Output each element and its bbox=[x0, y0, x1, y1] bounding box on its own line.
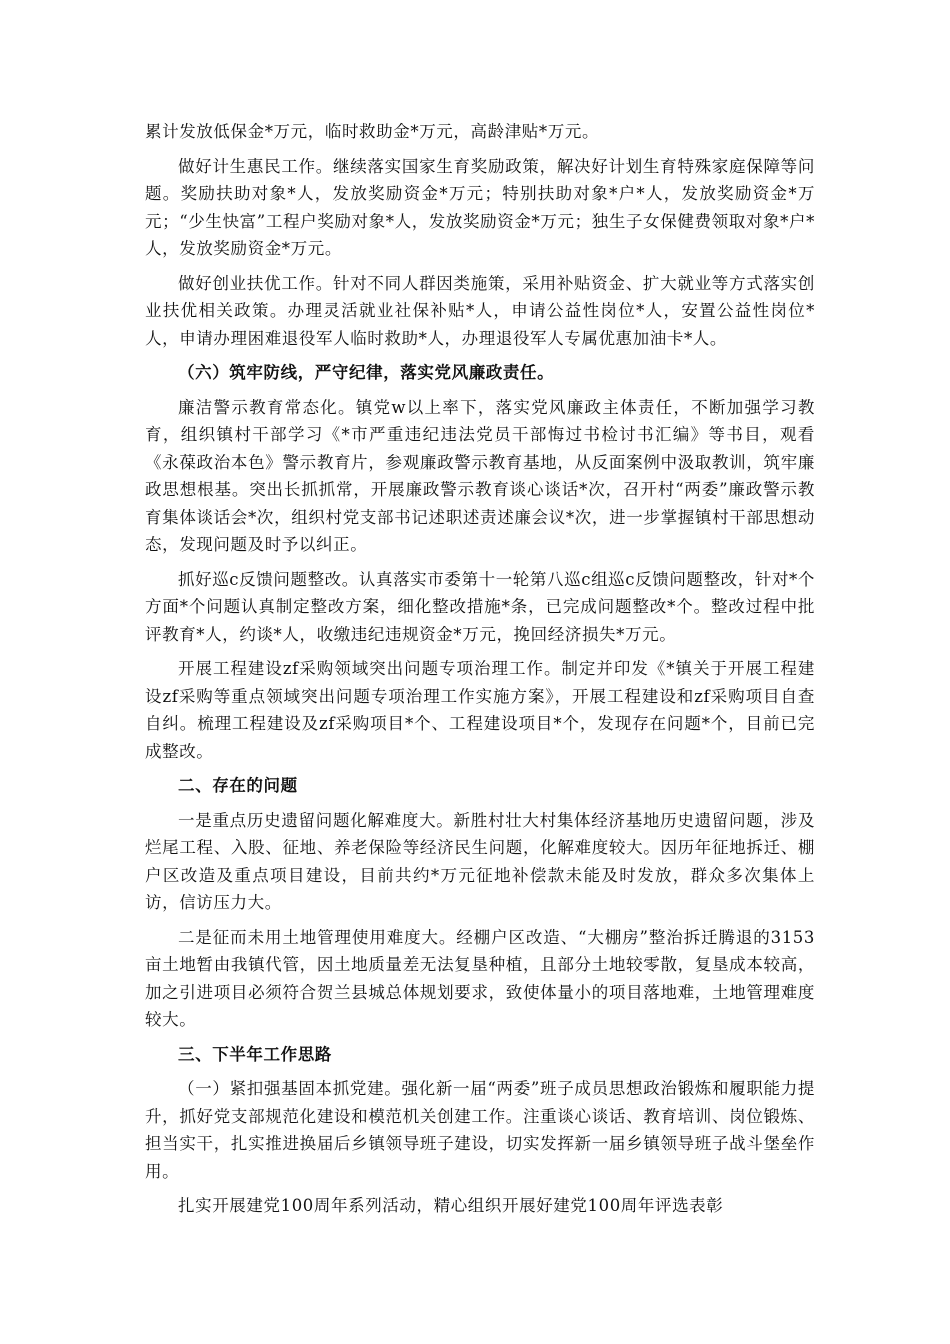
paragraph-problem-two: 二是征而未用土地管理使用难度大。经棚户区改造、“大棚房”整治拆迁腾退的3153亩土地暂由我镇代管，因土地质量差无法复垦种植，且部分土地较零散，复垦成本较高，加之引进项目必须符合贺兰县城总体规划要求，致使体量小的项目落地难，土地管理难度较大。 bbox=[145, 927, 815, 1029]
paragraph-party-building: （一）紧扣强基固本抓党建。强化新一届“两委”班子成员思想政治锻炼和履职能力提升，抓好党支部规范化建设和模范机关创建工作。注重谈心谈话、教育培训、岗位锻炼、担当实干，扎实推进换届后乡镇领导班子建设，切实发挥新一届乡镇领导班子战斗堡垒作用。 bbox=[145, 1079, 815, 1181]
paragraph-procurement-governance: 开展工程建设zf采购领域突出问题专项治理工作。制定并印发《*镇关于开展工程建设zf采购等重点领域突出问题专项治理工作实施方案》，开展工程建设和zf采购项目自查自纠。梳理工程建设及zf采购项目*个、工程建设项目*个，发现存在问题*个，目前已完成整改。 bbox=[145, 659, 815, 761]
paragraph-centenary-activities: 扎实开展建党100周年系列活动，精心组织开展好建党100周年评选表彰 bbox=[178, 1196, 724, 1215]
paragraph-problem-one: 一是重点历史遗留问题化解难度大。新胜村壮大村集体经济基地历史遗留问题，涉及烂尾工程、入股、征地、养老保险等经济民生问题，化解难度较大。因历年征地拆迁、棚户区改造及重点项目建设，目前共约*万元征地补偿款未能及时发放，群众多次集体上访，信访压力大。 bbox=[145, 810, 815, 912]
paragraph-integrity-education: 廉洁警示教育常态化。镇党w以上率下，落实党风廉政主体责任，不断加强学习教育，组织镇村干部学习《*市严重违纪违法党员干部悔过书检讨书汇编》等书目，观看《永葆政治本色》警示教育片，参观廉政警示教育基地，从反面案例中汲取教训，筑牢廉政思想根基。突出长抓抓常，开展廉政警示教育谈心谈话*次，召开村“两委”廉政警示教育集体谈话会*次，组织村党支部书记述职述责述廉会议*次，进一步掌握镇村干部思想动态，发现问题及时予以纠正。 bbox=[145, 397, 815, 554]
paragraph-entrepreneurship-support: 做好创业扶优工作。针对不同人群因类施策，采用补贴资金、扩大就业等方式落实创业扶优相关政策。办理灵活就业社保补贴*人，申请公益性岗位*人，安置公益性岗位*人，申请办理困难退役军人临时救助*人，办理退役军人专属优惠加油卡*人。 bbox=[145, 273, 815, 348]
document-page bbox=[145, 118, 815, 1227]
paragraph-low-income-subsidy: 累计发放低保金*万元，临时救助金*万元，高龄津贴*万元。 bbox=[145, 122, 600, 141]
section-heading-second-half-plan: 三、下半年工作思路 bbox=[178, 1044, 332, 1064]
subheading-integrity-responsibility: （六）筑牢防线，严守纪律，落实党风廉政责任。 bbox=[178, 363, 555, 382]
section-heading-existing-problems: 二、存在的问题 bbox=[178, 776, 298, 795]
paragraph-inspection-rectification: 抓好巡c反馈问题整改。认真落实市委第十一轮第八巡c组巡c反馈问题整改，针对*个方面*个问题认真制定整改方案，细化整改措施*条，已完成问题整改*个。整改过程中批评教育*人，约谈*人，收缴违纪违规资金*万元，挽回经济损失*万元。 bbox=[145, 569, 815, 644]
paragraph-family-planning: 做好计生惠民工作。继续落实国家生育奖励政策，解决好计划生育特殊家庭保障等问题。奖励扶助对象*人，发放奖励资金*万元；特别扶助对象*户*人，发放奖励资金*万元；“少生快富”工程户奖励对象*人，发放奖励资金*万元；独生子女保健费领取对象*户*人，发放奖励资金*万元。 bbox=[145, 156, 815, 258]
